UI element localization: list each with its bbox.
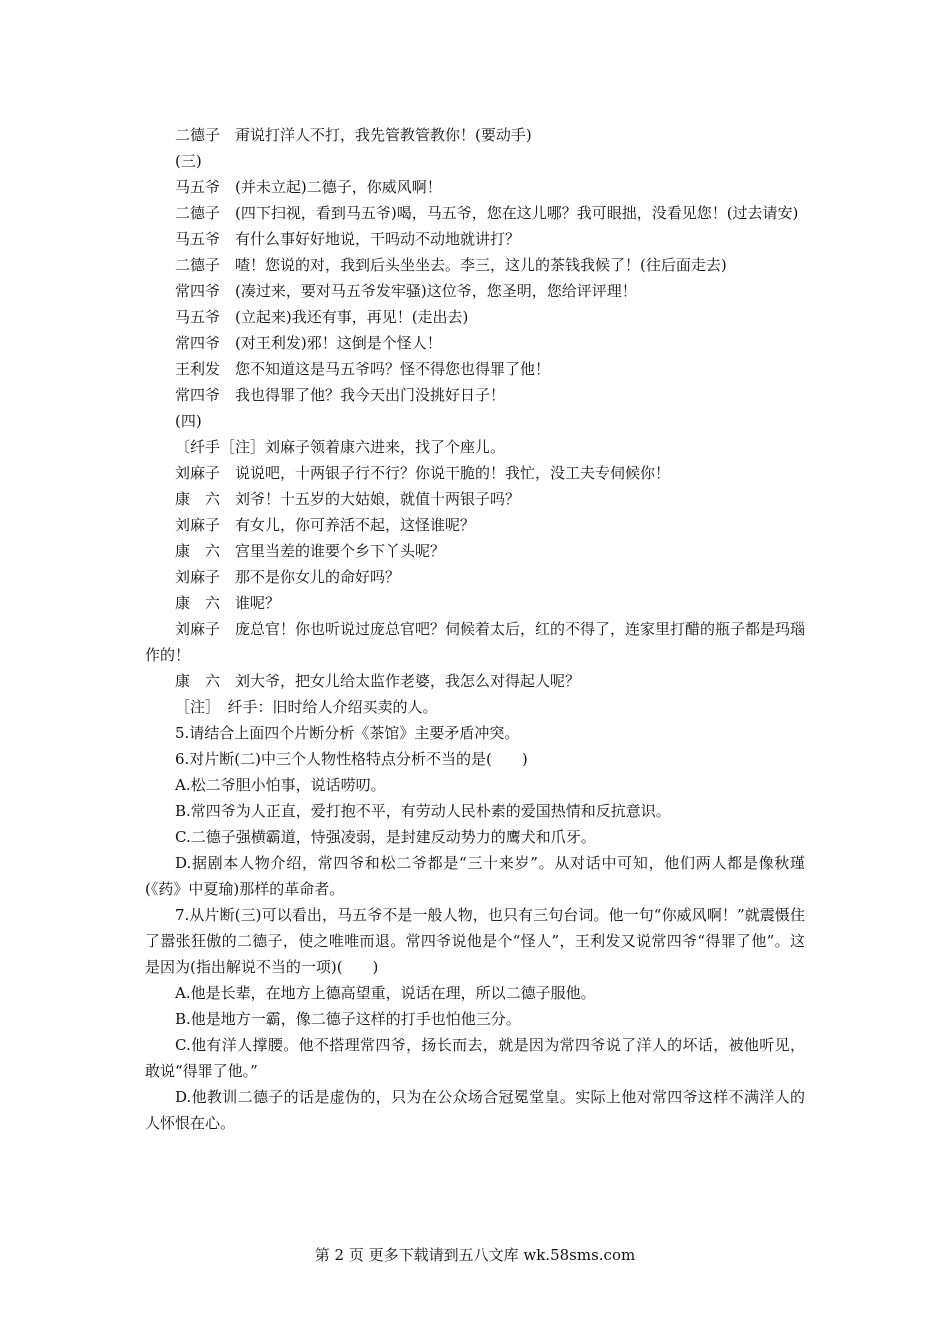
option: C.二德子强横霸道，恃强凌弱，是封建反动势力的鹰犬和爪牙。 xyxy=(175,828,596,846)
option: C.他有洋人撑腰。他不搭理常四爷，扬长而去，就是因为常四爷说了洋人的坏话，被他听见，敢说“得罪了他。” xyxy=(145,1036,805,1080)
question: 7.从片断(三)可以看出，马五爷不是一般人物，也只有三句台词。他一句“你威风啊！”就震慑住了嚣张狂傲的二德子，使之唯唯而退。常四爷说他是个“怪人”，王利发又说常四爷“得罪了他”。这是因为(指出解说不当的一项)( ) xyxy=(145,906,805,976)
option: D.他教训二德子的话是虚伪的，只为在公众场合冠冕堂皇。实际上他对常四爷这样不满洋人的人怀恨在心。 xyxy=(145,1088,805,1132)
section-marker: (四) xyxy=(175,412,202,430)
paragraph: 二德子 喳！您说的对，我到后头坐坐去。李三，这儿的茶钱我候了！(往后面走去) xyxy=(175,256,727,274)
footnote: ［注］ 纤手：旧时给人介绍买卖的人。 xyxy=(175,698,438,716)
question: 6.对片断(二)中三个人物性格特点分析不当的是( ) xyxy=(175,750,528,768)
paragraph: 刘麻子 那不是你女儿的命好吗？ xyxy=(175,568,401,586)
paragraph: 马五爷 (并未立起)二德子，你威风啊！ xyxy=(175,178,442,196)
option: B.他是地方一霸，像二德子这样的打手也怕他三分。 xyxy=(175,1010,521,1028)
paragraph: 常四爷 我也得罪了他？我今天出门没挑好日子！ xyxy=(175,386,506,404)
paragraph: 刘麻子 有女儿，你可养活不起，这怪谁呢？ xyxy=(175,516,476,534)
section-marker: (三) xyxy=(175,152,202,170)
paragraph: 康 六 刘爷！十五岁的大姑娘，就值十两银子吗？ xyxy=(175,490,521,508)
paragraph: 常四爷 (对王利发)邪！这倒是个怪人！ xyxy=(175,334,442,352)
paragraph: 二德子 甭说打洋人不打，我先管教管教你！(要动手) xyxy=(175,126,532,144)
paragraph: 常四爷 (凑过来，要对马五爷发牢骚)这位爷，您圣明，您给评评理！ xyxy=(175,282,637,300)
option: D.据剧本人物介绍，常四爷和松二爷都是“三十来岁”。从对话中可知，他们两人都是像秋瑾(《药》中夏瑜)那样的革命者。 xyxy=(145,854,805,898)
page-footer: 第 2 页 更多下载请到五八文库 wk.58sms.com xyxy=(314,1246,636,1264)
option: A.他是长辈，在地方上德高望重，说话在理，所以二德子服他。 xyxy=(175,984,596,1002)
paragraph: 王利发 您不知道这是马五爷吗？怪不得您也得罪了他！ xyxy=(175,360,551,378)
stage-direction: 〔纤手［注］刘麻子领着康六进来，找了个座儿。 xyxy=(175,438,506,456)
paragraph: 马五爷 (立起来)我还有事，再见！(走出去) xyxy=(175,308,469,326)
option: A.松二爷胆小怕事，说话唠叨。 xyxy=(175,776,386,794)
paragraph: 马五爷 有什么事好好地说，干吗动不动地就讲打？ xyxy=(175,230,521,248)
paragraph: 刘麻子 说说吧，十两银子行不行？你说干脆的！我忙，没工夫专伺候你！ xyxy=(175,464,671,482)
document-body xyxy=(145,122,805,1136)
paragraph: 刘麻子 庞总官！你也听说过庞总官吧？伺候着太后，红的不得了，连家里打醋的瓶子都是玛瑙作的！ xyxy=(145,620,806,664)
option: B.常四爷为人正直，爱打抱不平，有劳动人民朴素的爱国热情和反抗意识。 xyxy=(175,802,671,820)
paragraph: 康 六 谁呢？ xyxy=(175,594,281,612)
paragraph: 康 六 刘大爷，把女儿给太监作老婆，我怎么对得起人呢？ xyxy=(175,672,581,690)
paragraph: 康 六 宫里当差的谁要个乡下丫头呢？ xyxy=(175,542,446,560)
question: 5.请结合上面四个片断分析《茶馆》主要矛盾冲突。 xyxy=(175,724,520,742)
paragraph: 二德子 (四下扫视，看到马五爷)喝，马五爷，您在这儿哪？我可眼拙，没看见您！(过去请安) xyxy=(175,204,799,222)
